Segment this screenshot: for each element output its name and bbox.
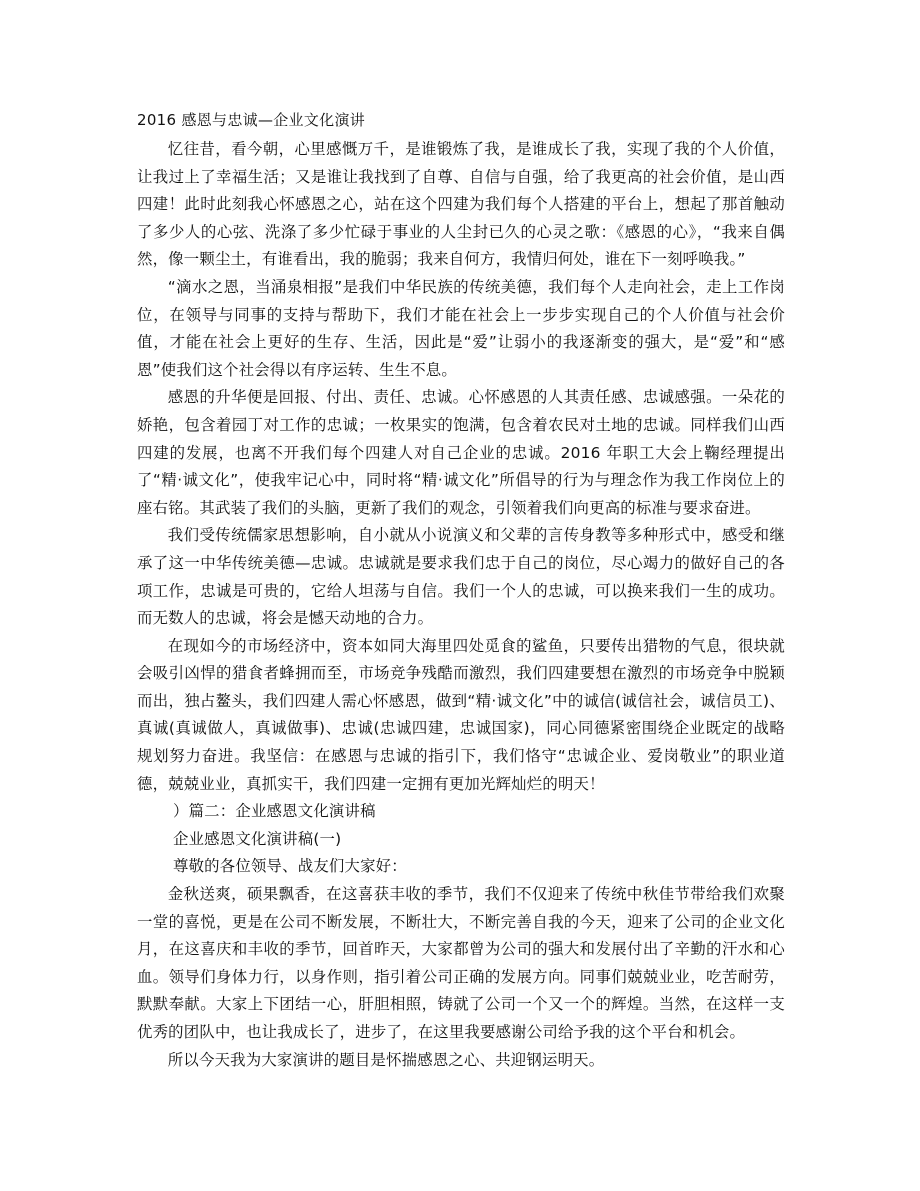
paragraph-1: 忆往昔，看今朝，心里感慨万千，是谁锻炼了我，是谁成长了我，实现了我的个人价值，让我过上了幸福生活；又是谁让我找到了自尊、自信与自强，给了我更高的社会价值，是山西四建！此时此刻我心怀感恩之心，站在这个四建为我们每个人搭建的平台上，想起了那首触动了多少人的心弦、洗涤了多少忙碌于事业的人尘封已久的心灵之歌：《感恩的心》，“我来自偶然，像一颗尘土，有谁看出，我的脆弱；我来自何方，我情归何处，谁在下一刻呼唤我。” — [137, 140, 785, 269]
paragraph-7: 所以今天我为大家演讲的题目是怀揣感恩之心、共迎钢运明天。 — [167, 1050, 605, 1069]
section-heading: ）篇二：企业感恩文化演讲稿 — [173, 802, 376, 821]
paragraph-4: 我们受传统儒家思想影响，自小就从小说演义和父辈的言传身教等多种形式中，感受和继承了这一中华传统美德—忠诚。忠诚就是要求我们忠于自己的岗位，尽心竭力的做好自己的各项工作，忠诚是可贵的，它给人坦荡与自信。我们一个人的忠诚，可以换来我们一生的成功。而无数人的忠诚，将会是憾天动地的合力。 — [137, 526, 785, 628]
paragraph-6: 金秋送爽，硕果飘香，在这喜获丰收的季节，我们不仅迎来了传统中秋佳节带给我们欢聚一堂的喜悦，更是在公司不断发展，不断壮大，不断完善自我的今天，迎来了公司的企业文化月，在这喜庆和丰收的季节，回首昨天，大家都曾为公司的强大和发展付出了辛勤的汗水和心血。领导们身体力行，以身作则，指引着公司正确的发展方向。同事们兢兢业业，吃苦耐劳，默默奉献。大家上下团结一心，肝胆相照，铸就了公司一个又一个的辉煌。当然，在这样一支优秀的团队中，也让我成长了，进步了，在这里我要感谢公司给予我的这个平台和机会。 — [137, 885, 785, 1041]
subheading: 企业感恩文化演讲稿(一) — [173, 829, 342, 848]
document-page — [137, 108, 785, 1074]
paragraph-3: 感恩的升华便是回报、付出、责任、忠诚。心怀感恩的人其责任感、忠诚感强。一朵花的娇艳，包含着园丁对工作的忠诚；一枚果实的饱满，包含着农民对土地的忠诚。同样我们山西四建的发展，也离不开我们每个四建人对自己企业的忠诚。2016 年职工大会上鞠经理提出了“精·诚文化”，使我牢记心中，同时将“精·诚文化”所倡导的行为与理念作为我工作岗位上的座右铭。其武装了我们的头脑，更新了我们的观念，引领着我们向更高的标准与要求奋进。 — [137, 388, 785, 517]
paragraph-2: “滴水之恩，当涌泉相报”是我们中华民族的传统美德，我们每个人走向社会，走上工作岗位，在领导与同事的支持与帮助下，我们才能在社会上一步步实现自己的个人价值与社会价值，才能在社会上更好的生存、生活，因此是“爱”让弱小的我逐渐变的强大，是“爱”和“感恩”使我们这个社会得以有序运转、生生不息。 — [137, 277, 785, 379]
paragraph-5: 在现如今的市场经济中，资本如同大海里四处觅食的鲨鱼，只要传出猎物的气息，很块就会吸引凶悍的猎食者蜂拥而至，市场竞争残酷而激烈，我们四建要想在激烈的市场竞争中脱颖而出，独占鳌头，我们四建人需心怀感恩，做到“精·诚文化”中的诚信(诚信社会，诚信员工)、真诚(真诚做人，真诚做事)、忠诚(忠诚四建，忠诚国家)，同心同德紧密围绕企业既定的战略规划努力奋进。我坚信：在感恩与忠诚的指引下，我们恪守“忠诚企业、爱岗敬业”的职业道德，兢兢业业，真抓实干，我们四建一定拥有更加光辉灿烂的明天！ — [137, 636, 785, 793]
document-title: 2016 感恩与忠诚—企业文化演讲 — [137, 111, 366, 129]
salutation: 尊敬的各位领导、战友们大家好： — [173, 857, 407, 876]
